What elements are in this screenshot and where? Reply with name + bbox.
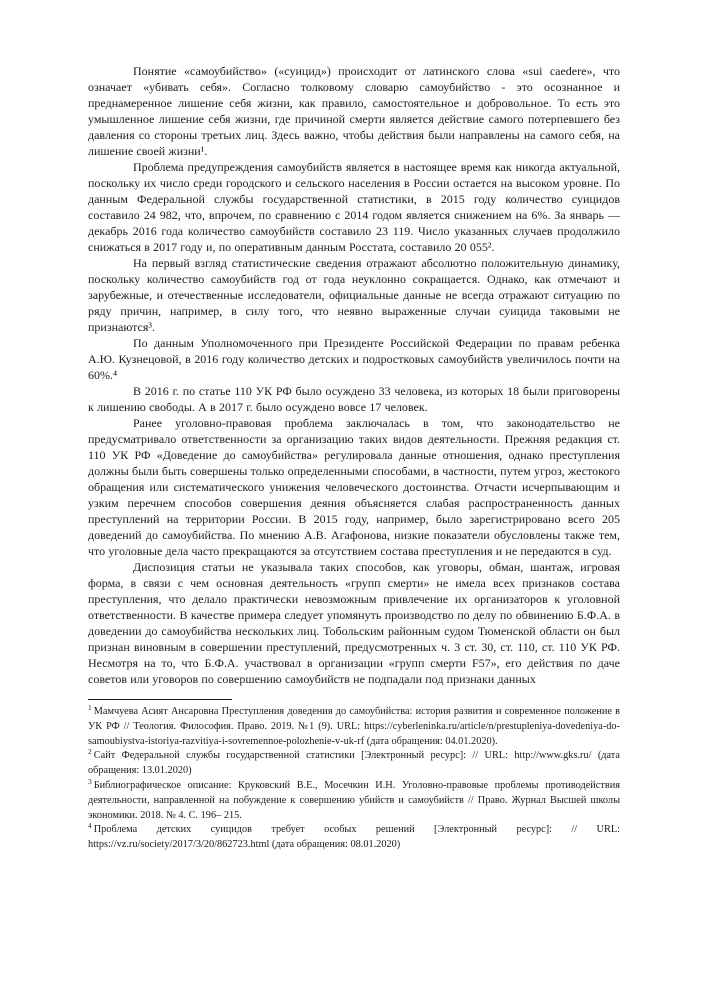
- body-paragraph-6: Ранее уголовно-правовая проблема заключалась в том, что законодательство не предусматривало ответственности за организацию таких видов деятельности. Прежняя редакция ст. 110 УК РФ «Доведение до самоубийства» регулировала данные отношения, однако преступления должны были быть совершены только определенными способами, в частности, путем угроз, жестокого обращения или систематического унижения человеческого достоинства. Отчасти исчерпывающим и узким перечнем способов совершения деяния объясняется слабая распространенность данных преступлений на территории России. В 2015 году, например, было зарегистрировано всего 205 доведений до самоубийства. По мнению А.В. Агафонова, низкие показатели обусловлены также тем, что уголовные дела часто прекращаются за отсутствием состава преступления и не передаются в суд.: [88, 416, 620, 558]
- footnote-2: [88, 746, 620, 779]
- footnote-3-text: Библиографическое описание: Круковский В.Е., Мосечкин И.Н. Уголовно-правовые проблемы противодействия деятельности, направленной на побуждение к совершению убийств и самоубийств // Право. Журнал Высшей школы экономики. 2018. № 4. С. 196– 215.: [88, 779, 620, 821]
- footnote-1-marker: 1: [88, 702, 92, 712]
- footnote-4: [88, 820, 620, 853]
- body-paragraph-7: Диспозиция статьи не указывала таких способов, как уговоры, обман, шантаж, игровая форма, в связи с чем основная деятельность «групп смерти» не имела всех признаков состава преступления, что делало практически невозможным привлечение их организаторов к уголовной ответственности. В качестве примера следует упомянуть производство по делу по обвинению Б.Ф.А. в доведении до самоубийства нескольких лиц. Тобольским районным судом Тюменской области он был признан виновным в совершении преступлений, предусмотренных ч. 3 ст. 30, ст. 110, ст. 110 УК РФ. Несмотря на то, что Б.Ф.А. участвовал в организации «групп смерти F57», его действия по даче советов или уговоров по совершению самоубийств не подпадали под признаки данных: [88, 560, 620, 686]
- document-body: [88, 63, 620, 687]
- body-paragraph-5: В 2016 г. по статье 110 УК РФ было осуждено 33 человека, из которых 18 были приговорены к лишению свободы. А в 2017 г. было осуждено вовсе 17 человек.: [88, 384, 620, 414]
- footnote-2-marker: 2: [88, 746, 92, 756]
- footnote-1: [88, 702, 620, 749]
- footnote-1-text: Мамчуева Асият Ансаровна Преступления доведения до самоубийства: история развития и современное положение в УК РФ // Теология. Философия. Право. 2019. №1 (9). URL: https://cyberleninka.ru/article/n/prestupleniya-dovedeniya-do-samoubiystva-istoriya-razvitiya-i-sovremennoe-polozhenie-v-uk-rf (дата обращения: 04.01.2020).: [88, 706, 620, 747]
- body-paragraph-2: Проблема предупреждения самоубийств является в настоящее время как никогда актуальной, поскольку их число среди городского и сельского населения в России остается на высоком уровне. По данным Федеральной службы государственной статистики, в 2015 году количество суицидов составило 24 982, что, впрочем, по сравнению с 2014 годом является снижением на 6%. За январь — декабрь 2016 года количество самоубийств составило 23 119. Число указанных случаев продолжило снижаться в 2017 году и, по оперативным данным Росстата, составило 20 055².: [88, 160, 620, 254]
- footnotes-section: [88, 699, 620, 853]
- footnote-4-text: Проблема детских суицидов требует особых решений [Электронный ресурс]: // URL: https://vz.ru/society/2017/3/20/862723.html (дата обращения: 08.01.2020): [88, 824, 620, 851]
- footnote-3-marker: 3: [88, 776, 92, 786]
- footnote-2-text: Сайт Федеральной службы государственной статистики [Электронный ресурс]: // URL: http://www.gks.ru/ (дата обращения: 13.01.2020): [88, 750, 620, 777]
- footnote-4-marker: 4: [88, 820, 92, 830]
- body-paragraph-1: Понятие «самоубийство» («суицид») происходит от латинского слова «sui caedere», что означает «убивать себя». Согласно толковому словарю самоубийство - это осознанное и преднамеренное лишение себя жизни, как правило, самостоятельное и добровольное. То есть это умышленное лишение себя жизни, где причиной смерти является действие самого потерпевшего без давления со стороны третьих лиц. Здесь важно, чтобы действия были направлены на самого себя, на лишение своей жизни¹.: [88, 64, 620, 158]
- footnote-separator: [88, 699, 232, 700]
- body-paragraph-3: На первый взгляд статистические сведения отражают абсолютно положительную динамику, поскольку количество самоубийств год от года неуклонно сокращается. Однако, как отмечают и зарубежные, и отечественные исследователи, официальные данные не всегда отражают ситуацию по ряду причин, например, в силу того, что неявно выраженные случаи суицида таковыми не признаются³.: [88, 256, 620, 334]
- body-paragraph-4: По данным Уполномоченного при Президенте Российской Федерации по правам ребенка А.Ю. Кузнецовой, в 2016 году количество детских и подростковых самоубийств увеличилось почти на 60%.⁴: [88, 336, 620, 382]
- footnote-3: [88, 776, 620, 823]
